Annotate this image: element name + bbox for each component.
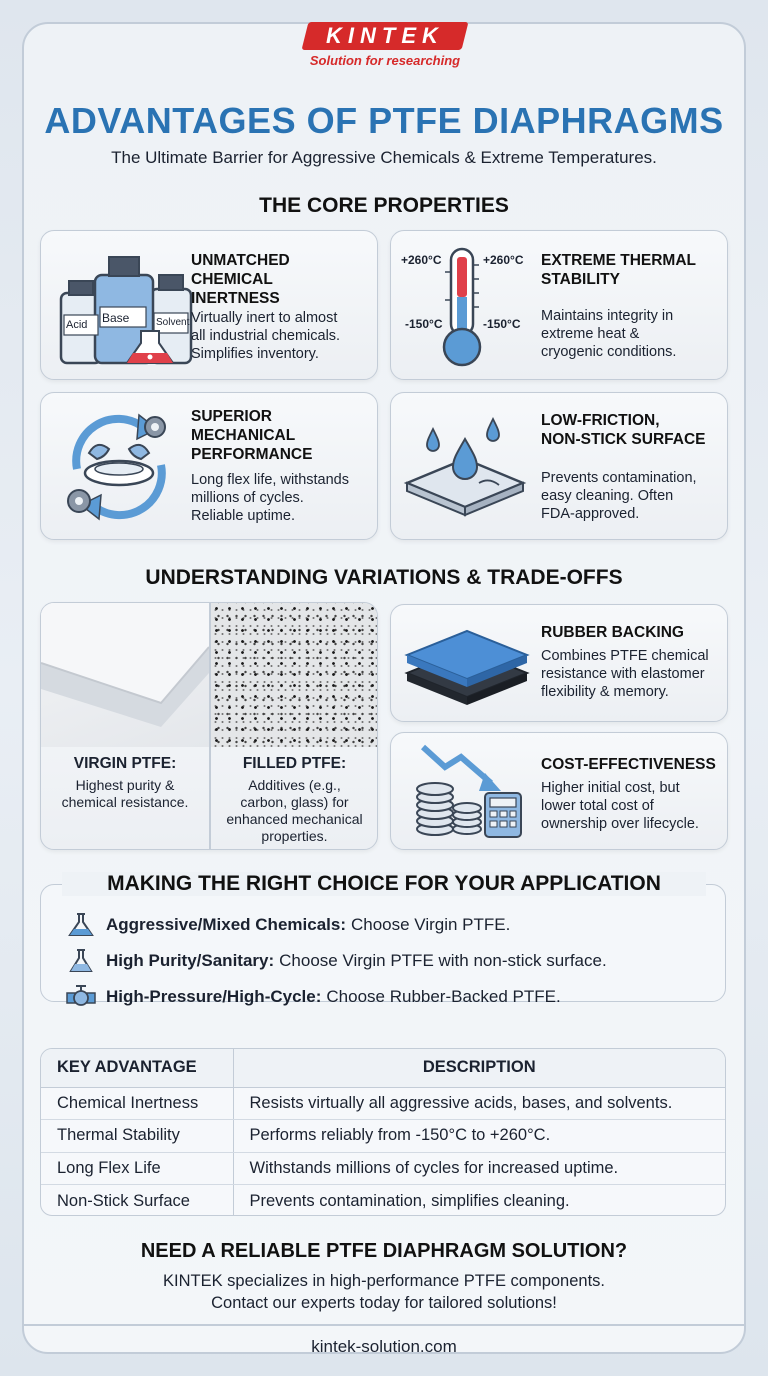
card-text: Maintains integrity in extreme heat & cryogenic conditions. bbox=[541, 308, 677, 360]
filled-ptfe-image bbox=[210, 603, 378, 747]
thermometer-icon bbox=[439, 245, 485, 369]
card-title: UNMATCHED CHEMICAL INERTNESS bbox=[191, 252, 290, 307]
brand-tagline: Solution for researching bbox=[309, 53, 461, 68]
footer-url[interactable]: kintek-solution.com bbox=[311, 1337, 457, 1356]
card-chemical-inertness bbox=[40, 230, 378, 380]
temp-low-right: -150°C bbox=[483, 317, 521, 331]
filled-ptfe-title: FILLED PTFE: bbox=[242, 755, 347, 772]
table-row: Chemical Inertness Resists virtually all aggressive acids, bases, and solvents. bbox=[41, 1087, 725, 1120]
table-row: Long Flex Life Withstands millions of cycles for increased uptime. bbox=[41, 1152, 725, 1185]
card-title: LOW-FRICTION, NON-STICK SURFACE bbox=[541, 412, 706, 448]
beaker-icon bbox=[66, 948, 96, 974]
advantages-table bbox=[40, 1048, 726, 1216]
card-text: Higher initial cost, but lower total cost of ownership over lifecycle. bbox=[541, 780, 699, 832]
card-text: Combines PTFE chemical resistance with elastomer flexibility & memory. bbox=[541, 648, 709, 700]
virgin-sheet-graphic bbox=[41, 603, 209, 747]
cta-title: NEED A RELIABLE PTFE DIAPHRAGM SOLUTION? bbox=[140, 1240, 628, 1262]
filled-ptfe-text: Additives (e.g., carbon, glass) for enhanced mechanical properties. bbox=[226, 777, 363, 844]
card-text: Prevents contamination, easy cleaning. Often FDA-approved. bbox=[541, 470, 697, 522]
choice-item: Aggressive/Mixed Chemicals: Choose Virgin PTFE. bbox=[66, 912, 510, 938]
brand-name: KINTEK bbox=[326, 23, 444, 48]
core-properties-heading: THE CORE PROPERTIES bbox=[259, 194, 509, 217]
card-title: COST-EFFECTIVENESS bbox=[541, 756, 716, 773]
flex-cycle-icon bbox=[57, 407, 181, 527]
footer-divider bbox=[22, 1324, 746, 1326]
virgin-ptfe-text: Highest purity & chemical resistance. bbox=[61, 777, 189, 810]
valve-icon bbox=[66, 984, 96, 1010]
temp-high-right: +260°C bbox=[483, 253, 524, 267]
table-row: Non-Stick Surface Prevents contamination, simplifies cleaning. bbox=[41, 1185, 725, 1217]
card-text: Long flex life, withstands millions of cycles. Reliable uptime. bbox=[191, 472, 349, 524]
chemical-bottles-icon bbox=[55, 253, 205, 371]
choice-heading: MAKING THE RIGHT CHOICE FOR YOUR APPLICATION bbox=[62, 872, 706, 896]
temp-high-left: +260°C bbox=[401, 253, 442, 267]
virgin-ptfe-title: VIRGIN PTFE: bbox=[73, 755, 177, 772]
temp-low-left: -150°C bbox=[405, 317, 443, 331]
card-cost-effectiveness bbox=[390, 732, 728, 850]
flask-icon bbox=[66, 912, 96, 938]
table-header: KEY ADVANTAGE bbox=[41, 1049, 233, 1087]
card-rubber-backing bbox=[390, 604, 728, 722]
water-drops-surface-icon bbox=[403, 415, 527, 519]
card-title: EXTREME THERMAL STABILITY bbox=[541, 252, 696, 288]
card-title: SUPERIOR MECHANICAL PERFORMANCE bbox=[191, 408, 313, 463]
variations-heading: UNDERSTANDING VARIATIONS & TRADE-OFFS bbox=[145, 566, 623, 589]
coins-calculator-icon bbox=[413, 743, 525, 839]
card-text: Virtually inert to almost all industrial chemicals. Simplifies inventory. bbox=[191, 310, 341, 362]
card-mechanical-performance bbox=[40, 392, 378, 540]
label-base: Base bbox=[102, 311, 130, 325]
page-title: ADVANTAGES OF PTFE DIAPHRAGMS bbox=[44, 100, 724, 141]
card-virgin-filled bbox=[40, 602, 378, 850]
cta-text: KINTEK specializes in high-performance PTFE components. Contact our experts today for tailored solutions! bbox=[162, 1272, 606, 1312]
virgin-ptfe-image bbox=[41, 603, 209, 747]
layered-sheet-icon bbox=[403, 619, 531, 711]
label-solvent: Solvent bbox=[156, 317, 190, 328]
table-row: Thermal Stability Performs reliably from -150°C to +260°C. bbox=[41, 1120, 725, 1153]
brand-logo bbox=[290, 22, 480, 78]
label-acid: Acid bbox=[66, 319, 88, 331]
choice-item: High-Pressure/High-Cycle: Choose Rubber-Backed PTFE. bbox=[66, 984, 561, 1010]
table-header: DESCRIPTION bbox=[233, 1049, 725, 1087]
page-subtitle: The Ultimate Barrier for Aggressive Chemicals & Extreme Temperatures. bbox=[111, 148, 657, 167]
card-thermal-stability bbox=[390, 230, 728, 380]
card-non-stick-surface bbox=[390, 392, 728, 540]
card-title: RUBBER BACKING bbox=[541, 624, 684, 641]
choice-item: High Purity/Sanitary: Choose Virgin PTFE with non-stick surface. bbox=[66, 948, 607, 974]
